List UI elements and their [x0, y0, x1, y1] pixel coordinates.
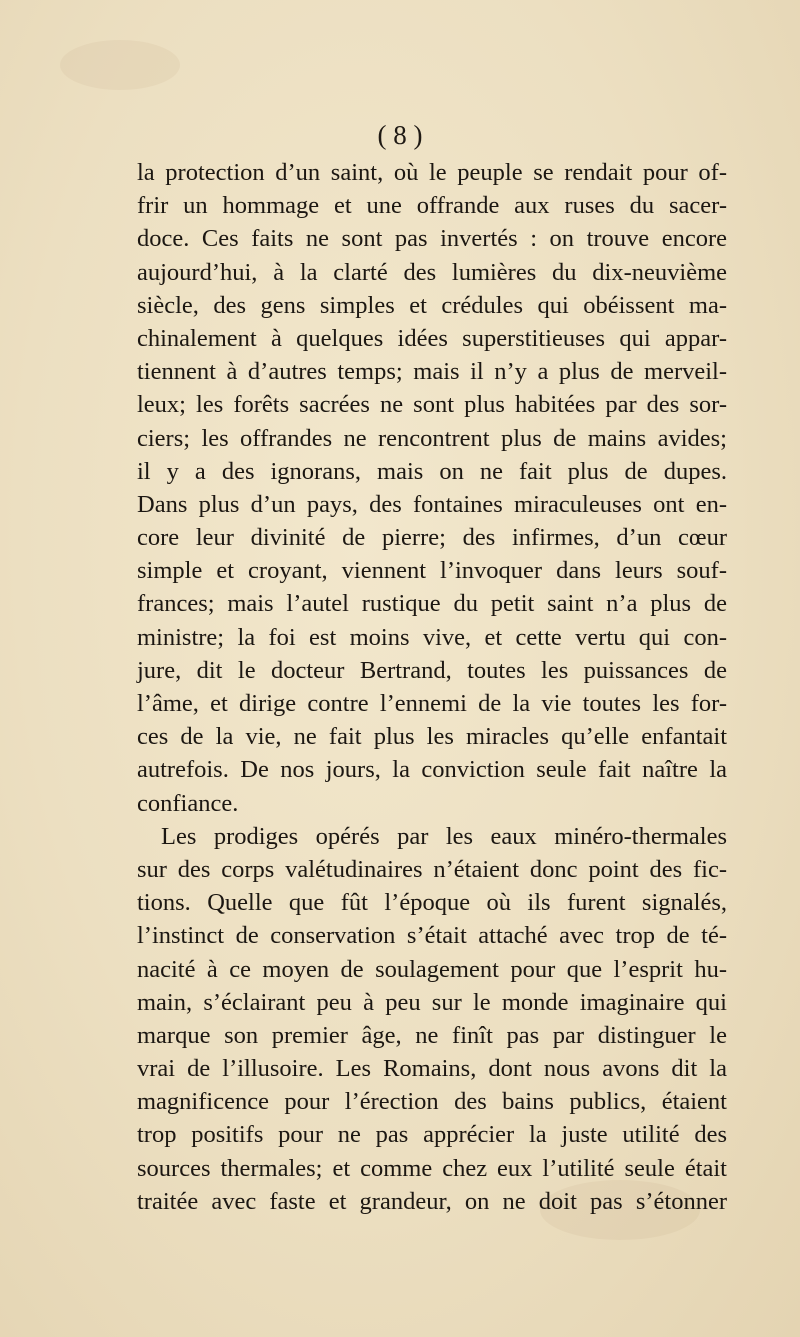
- text-line: l’âme, et dirige contre l’ennemi de la vie toutes les for-: [137, 690, 727, 717]
- text-line: il y a des ignorans, mais on ne fait plus de dupes.: [137, 457, 727, 485]
- text-line: ministre; la foi est moins vive, et cette vertu qui con-: [137, 623, 727, 651]
- text-line: core leur divinité de pierre; des infirmes, d’un cœur: [137, 524, 727, 552]
- text-line: vrai de l’illusoire. Les Romains, dont nous avons dit la: [137, 1055, 727, 1083]
- text-line: ciers; les offrandes ne rencontrent plus de mains avides;: [137, 424, 727, 452]
- text-line: chinalement à quelques idées superstitieuses qui appar-: [137, 324, 727, 352]
- text-line: aujourd’hui, à la clarté des lumières du dix-neuvième: [137, 258, 727, 286]
- text-line: sur des corps valétudinaires n’étaient donc point des fic-: [137, 855, 727, 883]
- text-line: frir un hommage et une offrande aux ruses du sacer-: [137, 192, 727, 220]
- text-line: l’instinct de conservation s’était attaché avec trop de té-: [137, 922, 727, 950]
- text-line: frances; mais l’autel rustique du petit saint n’a plus de: [137, 590, 727, 618]
- text-line: tiennent à d’autres temps; mais il n’y a plus de merveil-: [137, 358, 727, 386]
- paper-stain: [60, 40, 180, 90]
- text-line: trop positifs pour ne pas apprécier la juste utilité des: [137, 1121, 727, 1149]
- text-line: doce. Ces faits ne sont pas invertés : on trouve encore: [137, 225, 727, 253]
- text-line: nacité à ce moyen de soulagement pour que l’esprit hu-: [137, 955, 727, 983]
- text-line: magnificence pour l’érection des bains publics, étaient: [137, 1088, 727, 1116]
- text-line: siècle, des gens simples et crédules qui obéissent ma-: [137, 291, 727, 319]
- body-text: [137, 156, 727, 1218]
- text-line: simple et croyant, viennent l’invoquer dans leurs souf-: [137, 557, 727, 585]
- text-line: sources thermales; et comme chez eux l’utilité seule était: [137, 1154, 727, 1182]
- text-line: main, s’éclairant peu à peu sur le monde imaginaire qui: [137, 988, 727, 1016]
- text-line: autrefois. De nos jours, la conviction seule fait naître la: [137, 756, 727, 784]
- text-line: marque son premier âge, ne finît pas par distinguer le: [137, 1021, 727, 1049]
- paragraph-last-line: confiance.: [137, 789, 239, 817]
- text-line: traitée avec faste et grandeur, on ne doit pas s’étonner: [137, 1187, 727, 1215]
- paragraph-first-line: Les prodiges opérés par les eaux minéro-thermales: [161, 822, 727, 850]
- text-line: la protection d’un saint, où le peuple se rendait pour of-: [137, 159, 727, 186]
- text-line: ces de la vie, ne fait plus les miracles qu’elle enfantait: [137, 723, 727, 751]
- text-line: leux; les forêts sacrées ne sont plus habitées par des sor-: [137, 391, 727, 419]
- text-line: Dans plus d’un pays, des fontaines miraculeuses ont en-: [137, 490, 727, 518]
- page-number: ( 8 ): [377, 120, 423, 150]
- text-line: jure, dit le docteur Bertrand, toutes les puissances de: [137, 656, 727, 684]
- text-line: tions. Quelle que fût l’époque où ils furent signalés,: [137, 889, 727, 917]
